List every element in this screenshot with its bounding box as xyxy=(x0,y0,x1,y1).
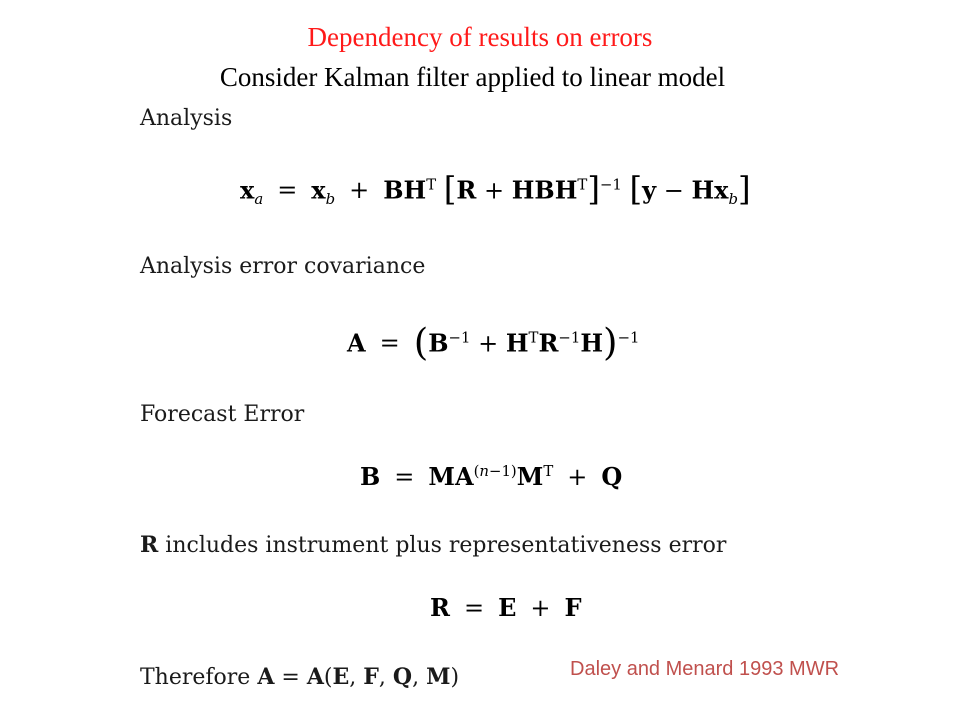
therefore-line: Therefore A = A(E, F, Q, M) xyxy=(140,664,460,690)
r-description xyxy=(140,532,726,558)
forecast-error-label: Forecast Error xyxy=(140,402,305,427)
analysis-error-covariance-equation: $A = (B^{-1} + H^TR^{-1}H)^{-1}$ xyxy=(347,320,640,364)
r-symbol: R xyxy=(140,532,159,558)
therefore-label: Therefore xyxy=(140,665,251,690)
r-equation: R = E + F xyxy=(430,593,582,622)
forecast-error-equation: $B = MA^{(n-1)}M^T + Q$ xyxy=(360,462,623,491)
slide-subtitle: Consider Kalman filter applied to linear model xyxy=(219,62,726,92)
citation: Daley and Menard 1993 MWR xyxy=(570,658,840,680)
analysis-error-covariance-label: Analysis error covariance xyxy=(140,254,426,279)
analysis-equation: $x_a = x_b + BH^T$ $[R + HBH^T]^{-1}$ $[y - Hx_b]$ xyxy=(240,170,751,209)
slide-title: Dependency of results on errors xyxy=(307,22,653,52)
r-description-text: includes instrument plus representativeness error xyxy=(165,533,727,558)
analysis-label: Analysis xyxy=(140,106,233,131)
